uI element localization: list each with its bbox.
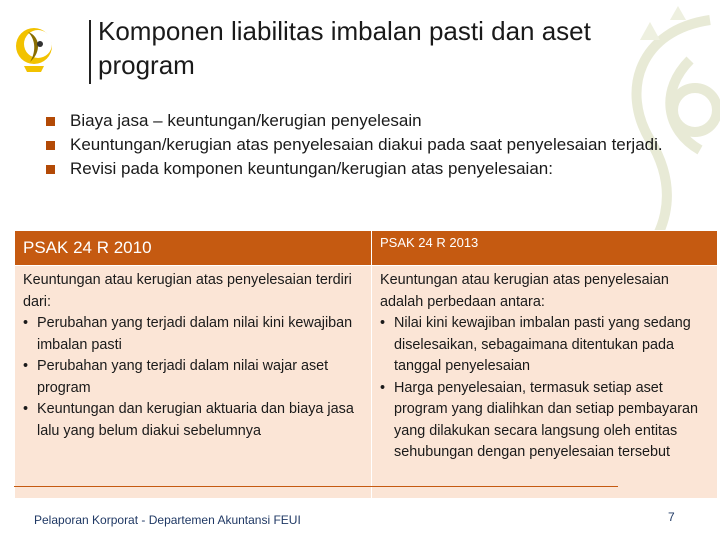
footer-text: Pelaporan Korporat - Departemen Akuntansi FEUI xyxy=(34,513,301,527)
cell-intro: Keuntungan atau kerugian atas penyelesaian adalah perbedaan antara: xyxy=(380,272,669,310)
title-divider xyxy=(89,20,91,84)
square-bullet-icon xyxy=(46,117,55,126)
bullet-dot-icon: • xyxy=(23,401,29,417)
bullet-item xyxy=(46,134,696,156)
bullet-item xyxy=(46,158,696,180)
list-item xyxy=(380,313,709,378)
cell-intro: Keuntungan atau kerugian atas penyelesaian terdiri dari: xyxy=(23,272,352,310)
table-cell-2013 xyxy=(372,266,718,499)
list-item xyxy=(23,313,363,356)
bullet-dot-icon: • xyxy=(380,379,386,396)
table-header-psak-2013: PSAK 24 R 2013 xyxy=(372,231,718,266)
list-item-text: Harga penyelesaian, termasuk setiap aset program yang dialihkan dan setiap pembayaran yang dilakukan secara langsung oleh entitas sehubungan dengan penyelesaian tersebut xyxy=(394,379,698,460)
comparison-table xyxy=(14,230,718,499)
list-item xyxy=(23,399,363,442)
cell-list xyxy=(23,313,363,442)
bullet-dot-icon: • xyxy=(380,315,386,331)
list-item-text: Nilai kini kewajiban imbalan pasti yang sedang diselesaikan, sebagaimana ditentukan pada tanggal penyelesaian xyxy=(394,315,691,374)
list-item xyxy=(23,356,363,399)
bullet-text: Keuntungan/kerugian atas penyelesaian diakui pada saat penyelesaian terjadi. xyxy=(70,135,663,154)
bullet-dot-icon: • xyxy=(23,315,29,331)
bullet-dot-icon: • xyxy=(23,358,29,374)
list-item-text: Perubahan yang terjadi dalam nilai kini kewajiban imbalan pasti xyxy=(37,315,353,353)
bullet-text: Biaya jasa – keuntungan/kerugian penyelesain xyxy=(70,111,422,130)
list-item-text: Keuntungan dan kerugian aktuaria dan biaya jasa lalu yang belum diakui sebelumnya xyxy=(37,401,354,439)
page-number: 7 xyxy=(668,510,675,524)
bullet-text: Revisi pada komponen keuntungan/kerugian atas penyelesaian: xyxy=(70,159,553,178)
page-title: Komponen liabilitas imbalan pasti dan aset program xyxy=(98,16,591,80)
square-bullet-icon xyxy=(46,141,55,150)
bullet-item xyxy=(46,110,696,132)
footer-divider xyxy=(14,486,618,487)
table-row xyxy=(15,266,718,499)
table-cell-2010 xyxy=(15,266,372,499)
bullet-list xyxy=(46,110,696,182)
table-header-row xyxy=(15,231,718,266)
square-bullet-icon xyxy=(46,165,55,174)
table-header-psak-2010: PSAK 24 R 2010 xyxy=(15,231,372,266)
makara-logo-icon xyxy=(14,22,54,78)
list-item xyxy=(380,378,709,464)
list-item-text: Perubahan yang terjadi dalam nilai wajar aset program xyxy=(37,358,329,396)
cell-list xyxy=(380,313,709,464)
